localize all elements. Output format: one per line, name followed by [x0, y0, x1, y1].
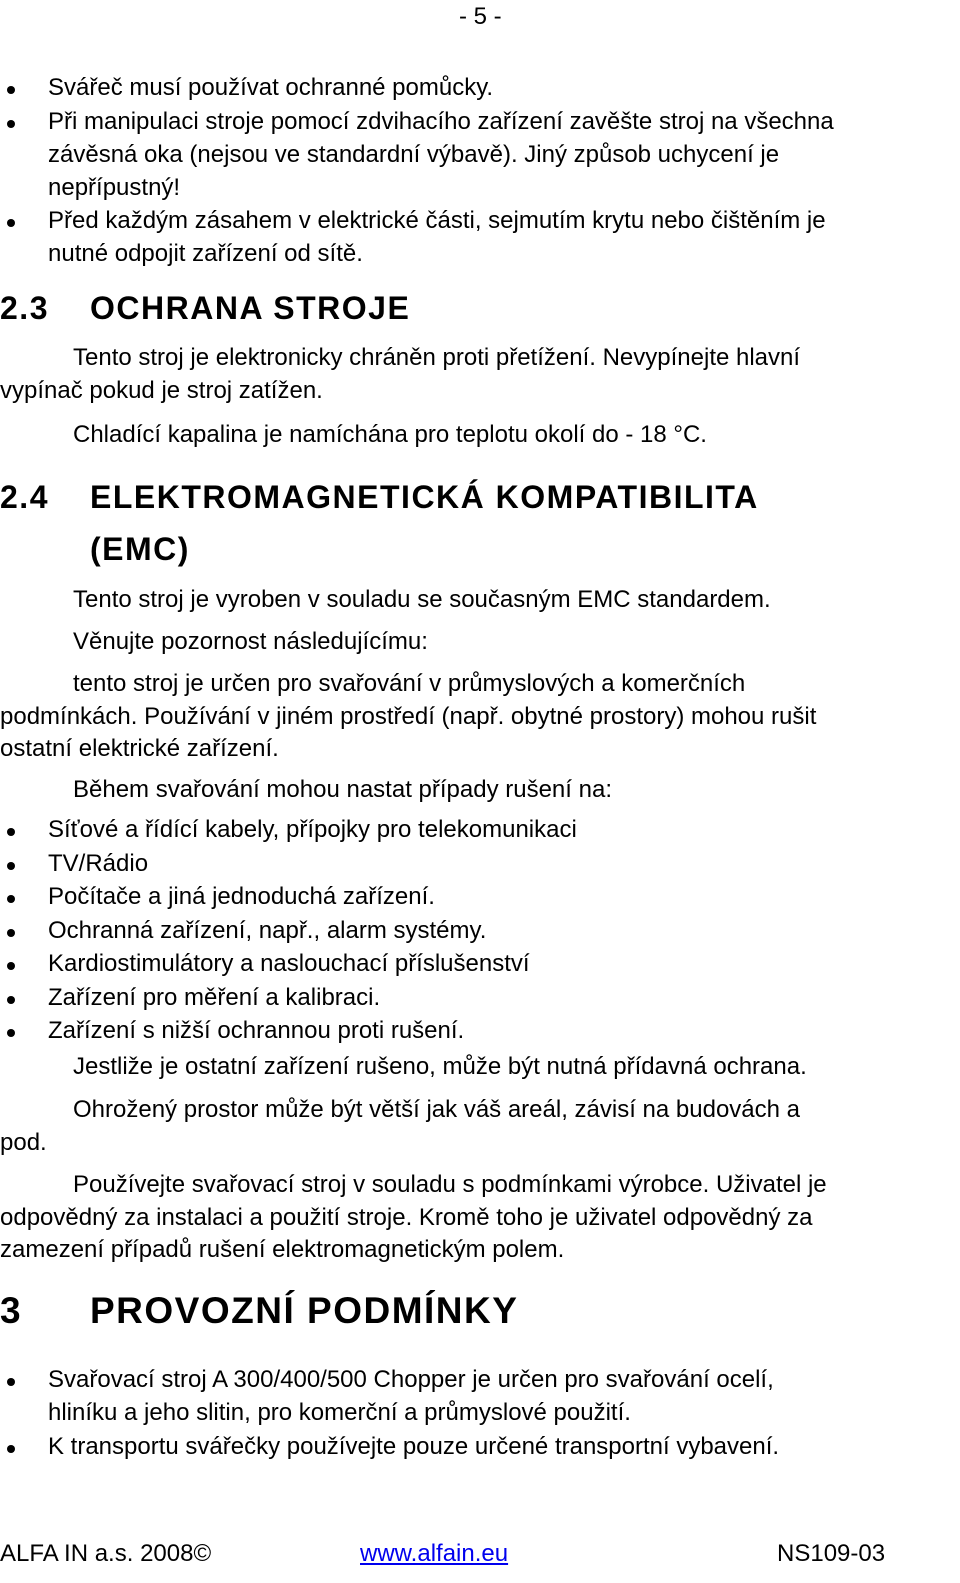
bullet-icon: [7, 1029, 15, 1037]
footer-website-link[interactable]: www.alfain.eu: [360, 1540, 509, 1567]
list-item-continuation: nutné odpojit zařízení od sítě.: [48, 240, 363, 267]
section-number: 2.4: [0, 479, 49, 515]
section-number: 2.3: [0, 290, 49, 326]
list-item-continuation: nepřípustný!: [48, 174, 181, 201]
section-title: OCHRANA STROJE: [90, 290, 411, 326]
paragraph-continuation: podmínkách. Používání v jiném prostředí (např. obytné prostory) mohou rušit: [0, 703, 817, 730]
paragraph: Během svařování mohou nastat případy rušení na:: [73, 776, 612, 803]
section-title: ELEKTROMAGNETICKÁ KOMPATIBILITA: [90, 479, 759, 515]
footer-document-code: NS109-03: [777, 1540, 886, 1567]
paragraph-continuation: odpovědný za instalaci a použití stroje. Kromě toho je uživatel odpovědný za: [0, 1204, 813, 1231]
bullet-icon: [7, 962, 15, 970]
bullet-icon: [7, 862, 15, 870]
paragraph: Ohrožený prostor může být větší jak váš areál, závisí na budovách a: [73, 1096, 801, 1123]
section-title-line2: (EMC): [90, 531, 190, 567]
list-item: Svářeč musí používat ochranné pomůcky.: [48, 74, 494, 101]
list-item: Počítače a jiná jednoduchá zařízení.: [48, 883, 435, 910]
list-item: Svařovací stroj A 300/400/500 Chopper je určen pro svařování ocelí,: [48, 1366, 774, 1393]
bullet-icon: [7, 1378, 15, 1386]
bullet-icon: [7, 996, 15, 1004]
bullet-icon: [7, 828, 15, 836]
paragraph-continuation: pod.: [0, 1129, 47, 1156]
bullet-icon: [7, 895, 15, 903]
list-item: TV/Rádio: [48, 850, 149, 877]
bullet-icon: [7, 929, 15, 937]
paragraph: Tento stroj je vyroben v souladu se současným EMC standardem.: [73, 586, 771, 613]
list-item: Před každým zásahem v elektrické části, sejmutím krytu nebo čištěním je: [48, 207, 826, 234]
paragraph: tento stroj je určen pro svařování v průmyslových a komerčních: [73, 670, 746, 697]
paragraph-continuation: ostatní elektrické zařízení.: [0, 735, 279, 762]
bullet-icon: [7, 120, 15, 128]
paragraph: Věnujte pozornost následujícímu:: [73, 628, 428, 655]
list-item: Ochranná zařízení, např., alarm systémy.: [48, 917, 487, 944]
paragraph: Tento stroj je elektronicky chráněn proti přetížení. Nevypínejte hlavní: [73, 344, 801, 371]
list-item: K transportu svářečky používejte pouze určené transportní vybavení.: [48, 1433, 780, 1460]
bullet-icon: [7, 86, 15, 94]
bullet-icon: [7, 219, 15, 227]
list-item: Při manipulaci stroje pomocí zdvihacího zařízení zavěšte stroj na všechna: [48, 108, 834, 135]
footer-company: ALFA IN a.s. 2008©: [0, 1540, 212, 1567]
paragraph: Jestliže je ostatní zařízení rušeno, může být nutná přídavná ochrana.: [73, 1053, 807, 1080]
list-item: Zařízení pro měření a kalibraci.: [48, 984, 381, 1011]
bullet-icon: [7, 1445, 15, 1453]
paragraph: Používejte svařovací stroj v souladu s podmínkami výrobce. Uživatel je: [73, 1171, 827, 1198]
list-item-continuation: hliníku a jeho slitin, pro komerční a průmyslové použití.: [48, 1399, 631, 1426]
paragraph-continuation: zamezení případů rušení elektromagnetickým polem.: [0, 1236, 565, 1263]
paragraph: Chladící kapalina je namíchána pro teplotu okolí do - 18 °C.: [73, 421, 707, 448]
list-item: Síťové a řídící kabely, přípojky pro telekomunikaci: [48, 816, 577, 843]
section-number: 3: [0, 1290, 23, 1331]
page-number: - 5 -: [459, 3, 502, 30]
paragraph-continuation: vypínač pokud je stroj zatížen.: [0, 377, 323, 404]
list-item: Kardiostimulátory a naslouchací příslušenství: [48, 950, 530, 977]
section-title: PROVOZNÍ PODMÍNKY: [90, 1290, 519, 1331]
list-item: Zařízení s nižší ochrannou proti rušení.: [48, 1017, 465, 1044]
list-item-continuation: závěsná oka (nejsou ve standardní výbavě). Jiný způsob uchycení je: [48, 141, 780, 168]
